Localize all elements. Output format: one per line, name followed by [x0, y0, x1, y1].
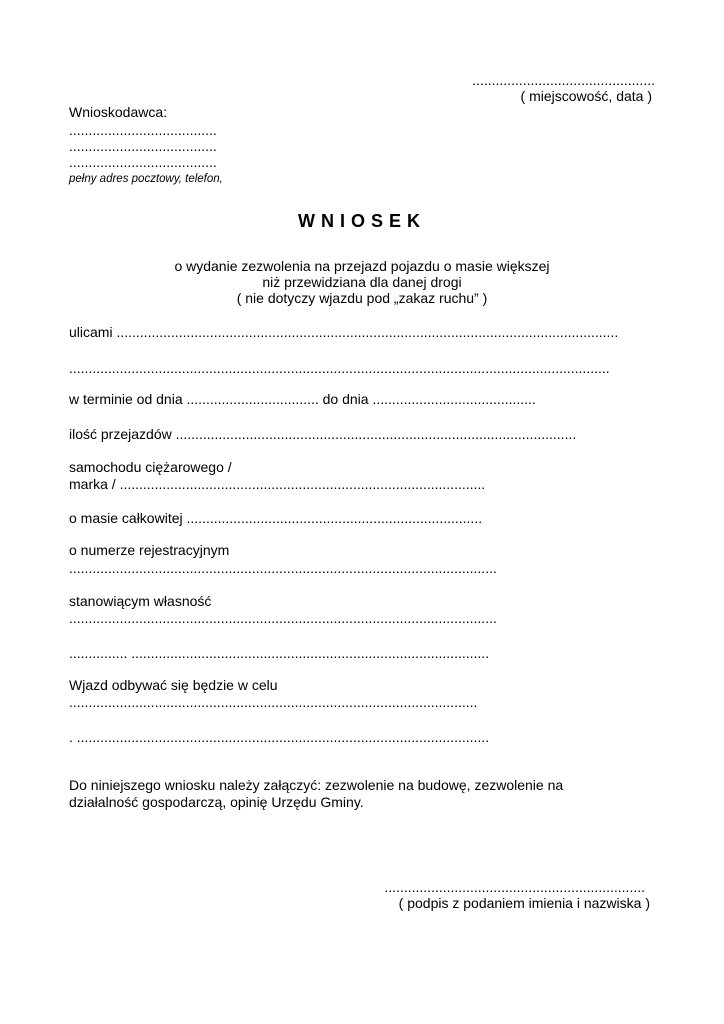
applicant-line-2: ......................................: [69, 138, 217, 154]
date-dots: ...............................................: [472, 72, 655, 88]
attachments-line-1: Do niniejszego wniosku należy załączyć: zezwolenie na budowę, zezwolenie na: [69, 777, 564, 793]
field-wlasnosc-label: stanowiącym własność: [69, 593, 212, 609]
subtitle-line-2: niż przewidziana dla danej drogi: [262, 274, 462, 290]
field-wlasnosc-dots-2: ............... ............................................................................................: [69, 645, 490, 661]
field-samochodu-label: samochodu ciężarowego /: [69, 459, 232, 475]
field-ilosc-przejazdow: ilość przejazdów .......................................................................................................: [69, 426, 577, 442]
signature-dots: ...................................................................: [384, 879, 645, 895]
applicant-label: Wnioskodawca:: [69, 104, 168, 120]
field-wlasnosc-dots-1: ..............................................................................................................: [69, 610, 497, 626]
field-ulicami: ulicami .................................................................................................................................: [69, 324, 619, 340]
signature-label: ( podpis z podaniem imienia i nazwiska ): [398, 895, 650, 911]
date-label: ( miejscowość, data ): [520, 88, 652, 104]
attachments-line-2: działalność gospodarczą, opinię Urzędu Gminy.: [69, 794, 364, 810]
field-masa: o masie całkowitej ............................................................................: [69, 510, 483, 526]
applicant-line-3: ......................................: [69, 154, 217, 170]
applicant-line-1: ......................................: [69, 122, 217, 138]
field-cel-dots-2: . ..........................................................................................................: [69, 729, 490, 745]
subtitle-line-3: ( nie dotyczy wjazdu pod „zakaz ruchu” ): [236, 290, 488, 306]
field-ulicami-continued: ...........................................................................................................................................: [69, 360, 610, 376]
subtitle-line-1: o wydanie zezwolenia na przejazd pojazdu o masie większej: [174, 258, 550, 274]
field-numer-dots: ..............................................................................................................: [69, 560, 497, 576]
field-cel-dots-1: .........................................................................................................: [69, 694, 478, 710]
field-termin: w terminie od dnia .................................. do dnia ..........................................: [69, 391, 536, 407]
applicant-note: pełny adres pocztowy, telefon,: [69, 173, 223, 185]
field-cel-label: Wjazd odbywać się będzie w celu: [69, 677, 278, 693]
document-title: WNIOSEK: [297, 211, 426, 231]
field-numer-label: o numerze rejestracyjnym: [69, 542, 230, 558]
field-marka: marka / ..............................................................................................: [69, 476, 486, 492]
